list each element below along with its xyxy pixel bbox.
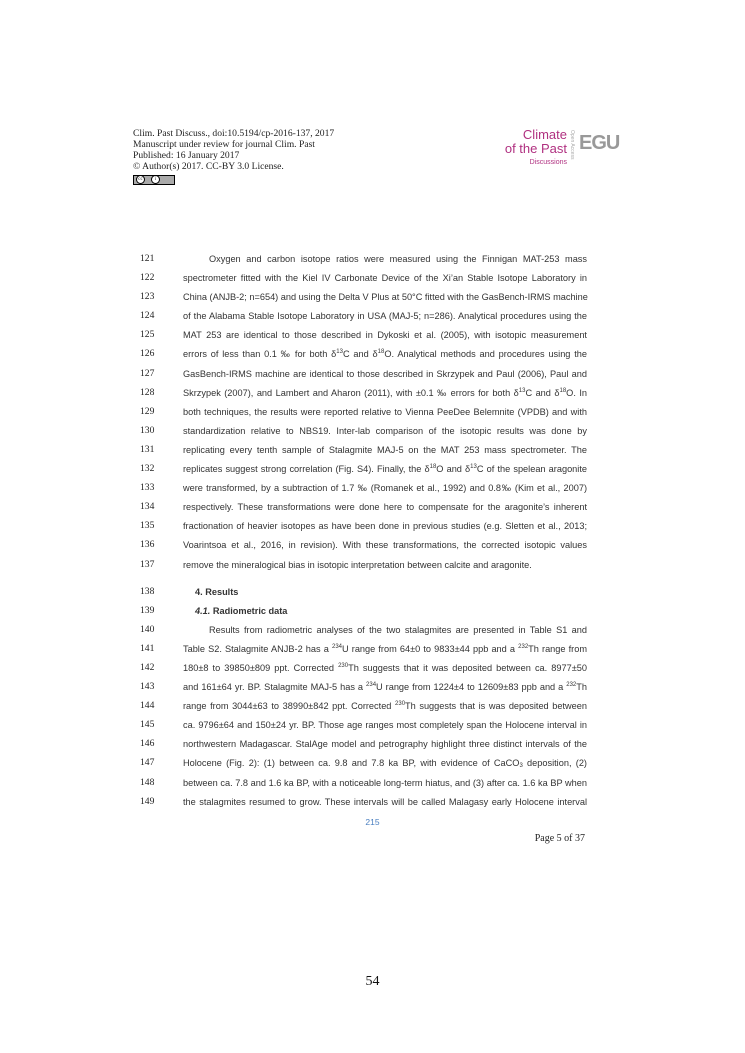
text-line — [140, 252, 590, 271]
text-line — [140, 424, 590, 443]
line-number: 127 — [140, 367, 155, 379]
line-text: Voarintsoa et al., 2016, in revision). With these transformations, the corrected isotopic values — [183, 540, 587, 551]
line-number: 138 — [140, 585, 155, 597]
text-line — [140, 386, 590, 405]
text-line — [140, 585, 590, 604]
line-number: 137 — [140, 558, 155, 570]
line-number: 124 — [140, 310, 155, 322]
egu-logo: EGU — [579, 132, 620, 154]
line-number: 123 — [140, 291, 155, 303]
review-line: Manuscript under review for journal Clim. Past — [133, 139, 315, 150]
text-line — [140, 290, 590, 309]
line-text: remove the mineralogical bias in isotopic interpretation between calcite and aragonite. — [183, 559, 532, 570]
line-number: 132 — [140, 463, 155, 475]
text-line — [140, 661, 590, 680]
line-number: 125 — [140, 329, 155, 341]
line-number: 147 — [140, 757, 155, 769]
inner-page-number: 215 — [365, 817, 380, 827]
line-number: 130 — [140, 424, 155, 436]
text-line — [140, 328, 590, 347]
line-number: 140 — [140, 623, 155, 635]
line-number: 129 — [140, 405, 155, 417]
text-line — [140, 623, 590, 642]
citation-line: Clim. Past Discuss., doi:10.5194/cp-2016-137, 2017 — [133, 128, 335, 139]
text-line — [140, 718, 590, 737]
line-number: 136 — [140, 539, 155, 551]
line-number: 144 — [140, 700, 155, 712]
text-line — [140, 367, 590, 386]
line-text: the stalagmites resumed to grow. These intervals will be called Malagasy early Holocene interval — [183, 796, 587, 807]
line-number: 148 — [140, 776, 155, 788]
line-text: northwestern Madagascar. StalAge model and petrography highlight three distinct intervals of the — [183, 739, 587, 750]
line-number: 135 — [140, 520, 155, 532]
line-text: replicates suggest strong correlation (Fig. S4). Finally, the $\delta^{18}O$ and $\delta^{13}C$ of the spelean aragonite — [183, 464, 587, 475]
text-line — [140, 271, 590, 290]
text-line — [140, 642, 590, 661]
open-access-label: Open Access — [569, 130, 575, 160]
logo-line1: Climate — [522, 127, 567, 142]
line-text: MAT 253 are identical to those described in Dykoski et al. (2005), with isotopic measurement — [183, 330, 587, 341]
line-text: Results from radiometric analyses of the two stalagmites are presented in Table S1 and — [209, 624, 587, 635]
line-text: range from 3044±63 to 38990±842 ppt. Corrected $^{230}$Th suggests that is was deposited between — [183, 701, 587, 712]
text-line — [140, 443, 590, 462]
page-of-label: Page 5 of 37 — [534, 833, 585, 844]
logo-line2: of the Past — [504, 141, 567, 156]
line-text: 4.1. Radiometric data — [195, 605, 288, 616]
line-number: 145 — [140, 719, 155, 731]
journal-header — [133, 128, 334, 185]
line-text: spectrometer fitted with the Kiel IV Carbonate Device of the Xi’an Stable Isotope Laboratory in — [183, 273, 587, 284]
line-text: respectively. These transformations were done here to compensate for the aragonite’s inherent — [183, 502, 587, 513]
line-text: Skrzypek (2007), and Lambert and Aharon (2011), with ±0.1 ‰ errors for both $\delta^{13}C$ and $\delta^{18}O$. In — [183, 387, 587, 398]
line-number: 143 — [140, 681, 155, 693]
line-text: errors of less than 0.1 ‰ for both $\delta^{13}C$ and $\delta^{18}O$. Analytical methods and procedures using the — [183, 349, 587, 360]
text-line — [140, 538, 590, 557]
line-number: 146 — [140, 738, 155, 750]
manuscript-body — [140, 252, 590, 814]
text-line — [140, 558, 590, 577]
line-text: replicating every tenth sample of Stalagmite MAJ-5 on the MAT 253 mass spectrometer. The — [183, 444, 587, 455]
text-line — [140, 795, 590, 814]
line-number: 121 — [140, 253, 155, 264]
line-text: of the Alabama Stable Isotope Laboratory in USA (MAJ-5; n=286). Analytical procedures using the — [183, 311, 587, 322]
text-line — [140, 481, 590, 500]
text-line — [140, 462, 590, 481]
climate-of-the-past-logo — [505, 128, 645, 173]
line-number: 142 — [140, 661, 155, 673]
line-number: 122 — [140, 272, 155, 284]
line-text: 4. Results — [195, 586, 239, 597]
line-text: fractionation of heavier isotopes as have been done in previous studies (e.g. Sletten et al., 2013; — [183, 521, 587, 532]
text-line — [140, 405, 590, 424]
line-number: 131 — [140, 443, 155, 455]
line-text: GasBench-IRMS machine are identical to those described in Skrzypek and Paul (2006), Paul and — [183, 368, 587, 379]
line-text: standardization relative to NBS19. Inter-lab comparison of the isotopic results was done by — [183, 425, 587, 436]
text-line — [140, 604, 590, 623]
line-number: 134 — [140, 501, 155, 513]
text-line — [140, 347, 590, 366]
line-text: Holocene (Fig. 2): (1) between ca. 9.8 and 7.8 ka BP, with evidence of CaCO$_3$ deposition, (2) — [183, 758, 587, 770]
line-number: 126 — [140, 348, 155, 360]
line-text: 180±8 to 39850±809 ppt. Corrected $^{230}$Th suggests that it was deposited between ca. 8977±50 — [183, 662, 587, 673]
line-text: ca. 9796±64 and 150±24 yr. BP. Those age ranges most completely span the Holocene interval in — [183, 720, 587, 731]
page-number: 54 — [365, 974, 380, 989]
text-line — [140, 756, 590, 775]
line-number: 141 — [140, 642, 155, 654]
logo-line3: Discussions — [529, 159, 567, 166]
line-number: 128 — [140, 386, 155, 398]
text-line — [140, 680, 590, 699]
text-line — [140, 737, 590, 756]
line-text: both techniques, the results were reported relative to Vienna PeeDee Belemnite (VPDB) and with — [183, 406, 587, 417]
line-number: 133 — [140, 482, 155, 494]
text-line — [140, 699, 590, 718]
line-text: Oxygen and carbon isotope ratios were measured using the Finnigan MAT-253 mass — [209, 254, 587, 264]
text-line — [140, 309, 590, 328]
cc-by-badge-icon: cc i — [133, 175, 175, 185]
line-number: 149 — [140, 795, 155, 807]
line-text: and 161±64 yr. BP. Stalagmite MAJ-5 has a $^{234}$U range from 1224±4 to 12609±83 ppb and a $^{232}$Th — [183, 682, 587, 693]
line-text: China (ANJB-2; n=654) and using the Delta V Plus at 50°C fitted with the GasBench-IRMS machine — [183, 292, 588, 303]
line-number: 139 — [140, 604, 155, 616]
line-text: were transformed, by a subtraction of 1.7 ‰ (Romanek et al., 1992) and 0.8‰ (Kim et al., 2007) — [183, 483, 587, 494]
published-line: Published: 16 January 2017 — [133, 150, 240, 161]
line-text: Table S2. Stalagmite ANJB-2 has a $^{234}$U range from 64±0 to 9833±44 ppb and a $^{232}$Th range from — [183, 643, 588, 654]
text-line — [140, 519, 590, 538]
line-text: between ca. 7.8 and 1.6 ka BP, with a noticeable long-term hiatus, and (3) after ca. 1.6 ka BP when — [183, 777, 587, 788]
text-line — [140, 500, 590, 519]
text-line — [140, 776, 590, 795]
license-line: © Author(s) 2017. CC-BY 3.0 License. — [133, 161, 284, 172]
